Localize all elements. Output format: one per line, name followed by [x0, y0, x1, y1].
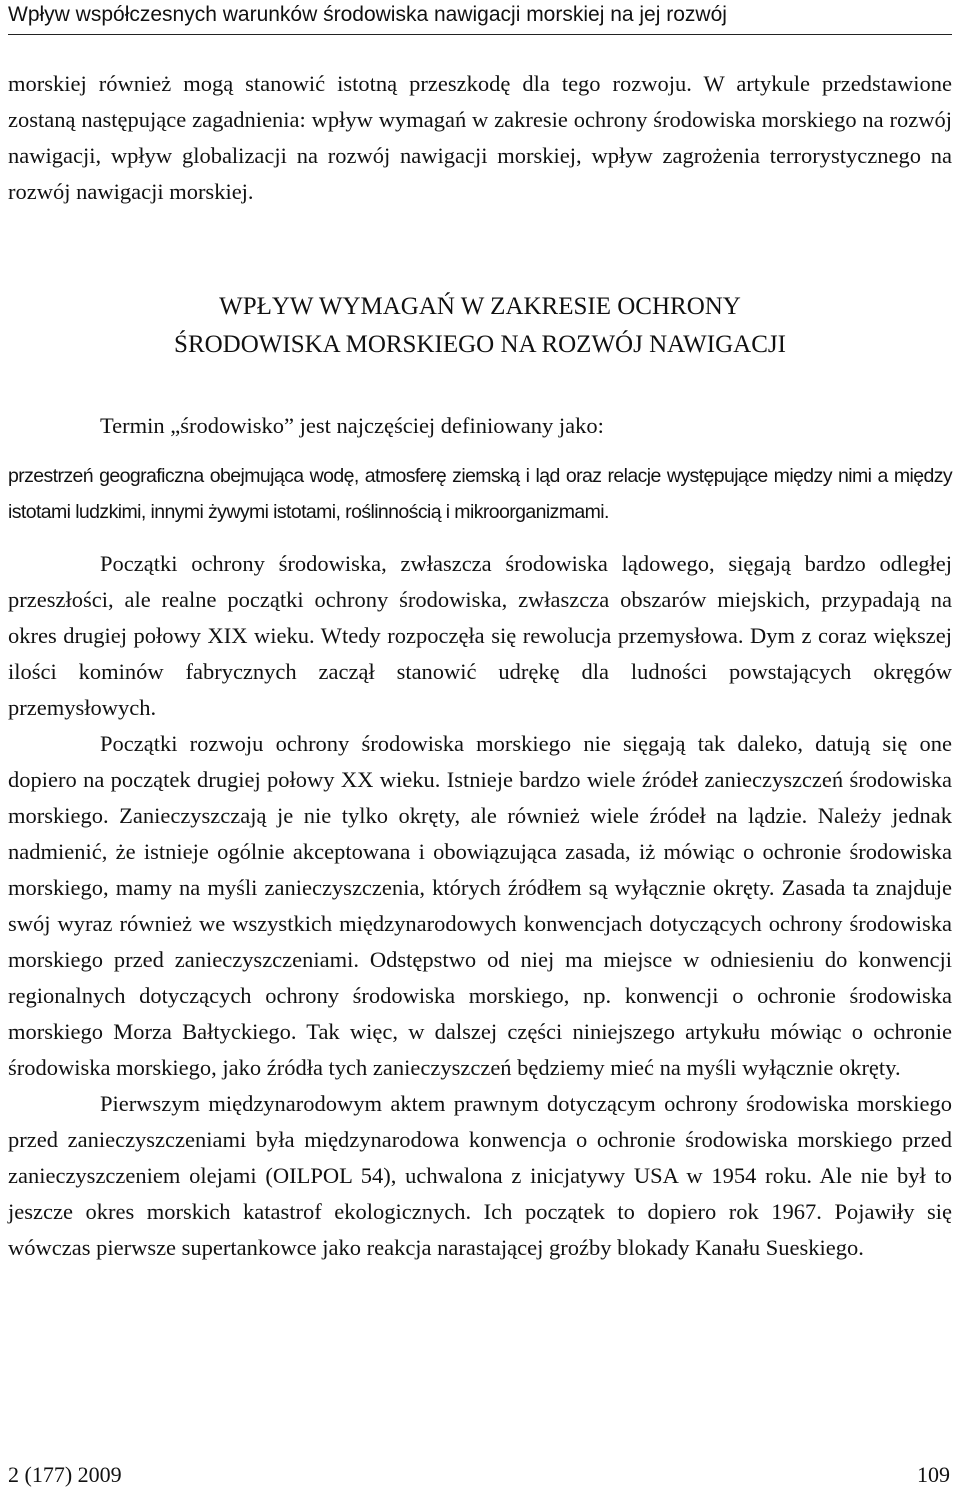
page-number: 109	[917, 1462, 950, 1487]
paragraph-1: Początki ochrony środowiska, zwłaszcza środowiska lądowego, sięgają bardzo odległej przeszłości, ale realne początki ochrony środowiska, zwłaszcza obszarów miejskich, przypadają na okres drugiej połowy XIX wieku. Wtedy rozpoczęła się rewolucja przemysłowa. Dym z coraz większej ilości kominów fabrycznych zaczął stanowić udrękę dla ludności powstających okręgów przemysłowych.	[8, 551, 952, 720]
definition-quote: przestrzeń geograficzna obejmująca wodę, atmosferę ziemską i ląd oraz relacje występujące między nimi a między istotami ludzkimi, innymi żywymi istotami, roślinnością i mikroorganizmami.	[8, 465, 952, 523]
main-body	[8, 546, 952, 1266]
section-heading-line1: WPŁYW WYMAGAŃ W ZAKRESIE OCHRONY	[219, 293, 741, 320]
paragraph-3: Pierwszym międzynarodowym aktem prawnym dotyczącym ochrony środowiska morskiego przed zanieczyszczeniami była międzynarodowa konwencja o ochronie środowiska morskiego przed zanieczyszczeniem olejami (OILPOL 54), uchwalona z inicjatywy USA w 1954 roku. Ale nie był to jeszcze okres morskich katastrof ekologicznych. Ich początek to dopiero rok 1967. Pojawiły się wówczas pierwsze supertankowce jako reakcja narastającej groźby blokady Kanału Sueskiego.	[8, 1091, 952, 1260]
issue-number: 2 (177) 2009	[8, 1462, 122, 1487]
section-heading-line2: ŚRODOWISKA MORSKIEGO NA ROZWÓJ NAWIGACJI	[174, 331, 786, 358]
section-heading	[8, 288, 952, 364]
running-header: Wpływ współczesnych warunków środowiska nawigacji morskiej na jej rozwój	[8, 0, 952, 35]
paragraph-2: Początki rozwoju ochrony środowiska morskiego nie sięgają tak daleko, datują się one dopiero na początek drugiej połowy XX wieku. Istnieje bardzo wiele źródeł zanieczyszczeń środowiska morskiego. Zanieczyszczają je nie tylko okręty, ale również wiele źródeł na lądzie. Należy jednak nadmienić, że istnieje ogólnie akceptowana i obowiązująca zasada, iż mówiąc o ochronie środowiska morskiego, mamy na myśli zanieczyszczenia, których źródłem są wyłącznie okręty. Zasada ta znajduje swój wyraz również we wszystkich międzynarodowych konwencjach dotyczących ochrony środowiska morskiego przed zanieczyszczeniami. Odstępstwo od niej ma miejsce w odniesieniu do konwencji regionalnych dotyczących ochrony środowiska morskiego, np. konwencji o ochronie środowiska morskiego Morza Bałtyckiego. Tak więc, w dalszej części niniejszego artykułu mówiąc o ochronie środowiska morskiego, jako źródła tych zanieczyszczeń będziemy mieć na myśli wyłącznie okręty.	[8, 731, 952, 1080]
definition-lead: Termin „środowisko” jest najczęściej definiowany jako:	[100, 413, 604, 438]
intro-paragraph: morskiej również mogą stanowić istotną przeszkodę dla tego rozwoju. W artykule przedstawione zostaną następujące zagadnienia: wpływ wymagań w zakresie ochrony środowiska morskiego na rozwój nawigacji, wpływ globalizacji na rozwój nawigacji morskiej, wpływ zagrożenia terrorystycznego na rozwój nawigacji morskiej.	[8, 71, 952, 204]
